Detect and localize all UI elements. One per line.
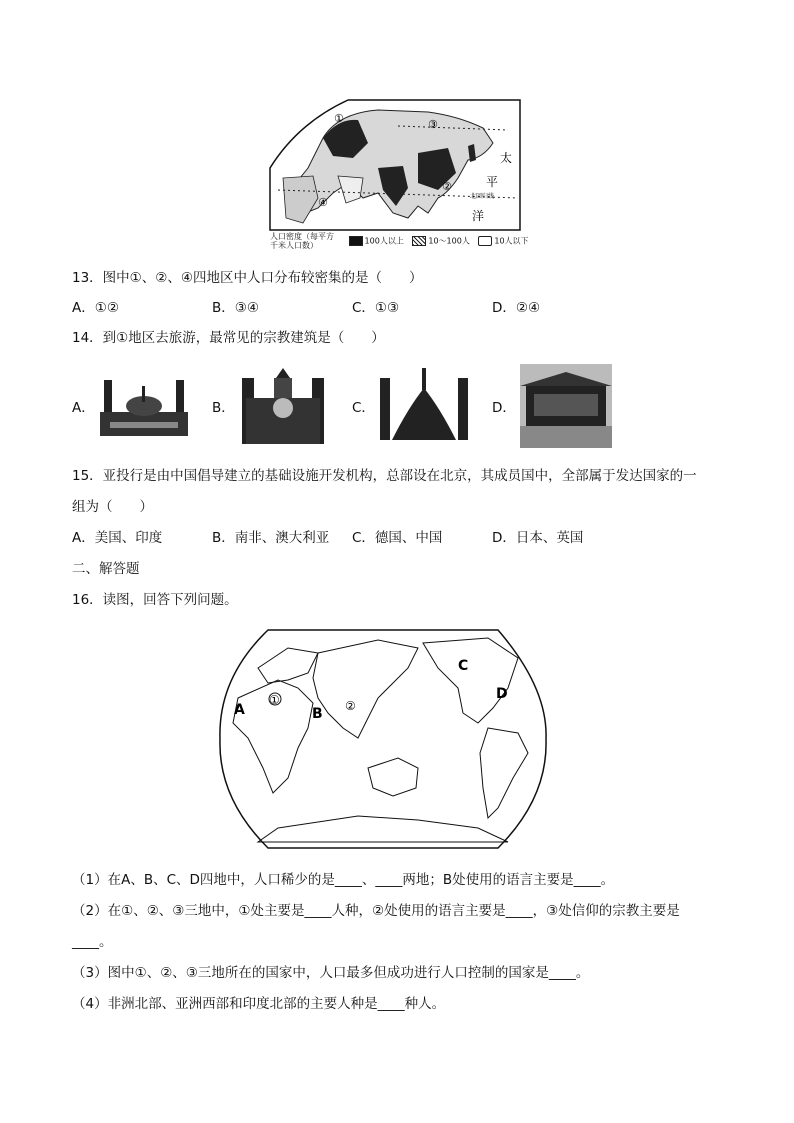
q13-option-a[interactable]: A．①② bbox=[72, 300, 119, 316]
label-circle1: ① bbox=[269, 693, 280, 707]
q15-stem-line2: 组为（ ） bbox=[72, 499, 153, 515]
q16-part1: （1）在A、B、C、D四地中，人口稀少的是____、____两地；B处使用的语言主要是____。 bbox=[72, 872, 615, 888]
legend-item3: 10人以下 bbox=[494, 236, 529, 246]
asia-population-map bbox=[268, 98, 522, 232]
q13-option-b[interactable]: B．③④ bbox=[212, 300, 259, 316]
stupa-image bbox=[378, 368, 470, 440]
q15-option-b[interactable]: B．南非、澳大利亚 bbox=[212, 530, 330, 546]
q13-option-d[interactable]: D．②④ bbox=[492, 300, 541, 316]
label-circle1: ① bbox=[334, 112, 344, 125]
q14-option-b[interactable]: B． bbox=[212, 400, 235, 416]
q15-option-c[interactable]: C．德国、中国 bbox=[352, 530, 443, 546]
q14-option-a[interactable]: A． bbox=[72, 400, 95, 416]
label-circle4: ④ bbox=[318, 196, 328, 209]
legend-swatch-medium bbox=[412, 236, 426, 246]
q14-stem: 14．到①地区去旅游，最常见的宗教建筑是（ ） bbox=[72, 330, 385, 346]
label-A: A bbox=[234, 702, 245, 718]
q13-option-c[interactable]: C．①③ bbox=[352, 300, 400, 316]
label-C: C bbox=[458, 658, 469, 674]
map-legend bbox=[270, 232, 529, 250]
q16-part4: （4）非洲北部、亚洲西部和印度北部的主要人种是____种人。 bbox=[72, 996, 446, 1012]
church-image bbox=[238, 368, 328, 444]
world-map bbox=[218, 628, 548, 850]
q15-option-d[interactable]: D．日本、英国 bbox=[492, 530, 584, 546]
q16-part3: （3）图中①、②、③三地所在的国家中，人口最多但成功进行人口控制的国家是____。 bbox=[72, 965, 590, 981]
label-B: B bbox=[312, 706, 323, 722]
q14-option-d[interactable]: D． bbox=[492, 400, 516, 416]
q16-part2-line2: ____。 bbox=[72, 934, 113, 950]
q15-stem-line1: 15．亚投行是由中国倡导建立的基础设施开发机构，总部设在北京，其成员国中，全部属于发达国家的一 bbox=[72, 468, 697, 484]
q15-option-a[interactable]: A．美国、印度 bbox=[72, 530, 163, 546]
legend-item2: 10～100人 bbox=[428, 236, 470, 246]
q14-option-c[interactable]: C． bbox=[352, 400, 375, 416]
legend-title: 人口密度（每平方千米人口数） bbox=[270, 232, 334, 250]
label-tropic: 北回归线 bbox=[470, 193, 495, 200]
legend-swatch-dense bbox=[349, 236, 363, 246]
q16-stem: 16．读图，回答下列问题。 bbox=[72, 592, 238, 608]
legend-item1: 100人以上 bbox=[364, 236, 404, 246]
label-D: D bbox=[496, 686, 508, 702]
label-ping: 平 bbox=[486, 175, 499, 189]
mosque-image bbox=[100, 372, 188, 438]
label-circle2: ② bbox=[442, 180, 452, 193]
label-yang: 洋 bbox=[472, 209, 485, 223]
legend-swatch-sparse bbox=[478, 236, 492, 246]
label-circle2: ② bbox=[345, 699, 356, 713]
q13-stem: 13．图中①、②、④四地区中人口分布较密集的是（ ） bbox=[72, 270, 423, 286]
section-2-heading: 二、解答题 bbox=[72, 561, 140, 577]
temple-image bbox=[520, 364, 612, 448]
label-circle3: ③ bbox=[428, 118, 438, 131]
q16-part2-line1: （2）在①、②、③三地中，①处主要是____人种，②处使用的语言主要是____，③处信仰的宗教主要是 bbox=[72, 903, 680, 919]
map-outline bbox=[220, 630, 546, 848]
label-tai: 太 bbox=[500, 151, 513, 165]
